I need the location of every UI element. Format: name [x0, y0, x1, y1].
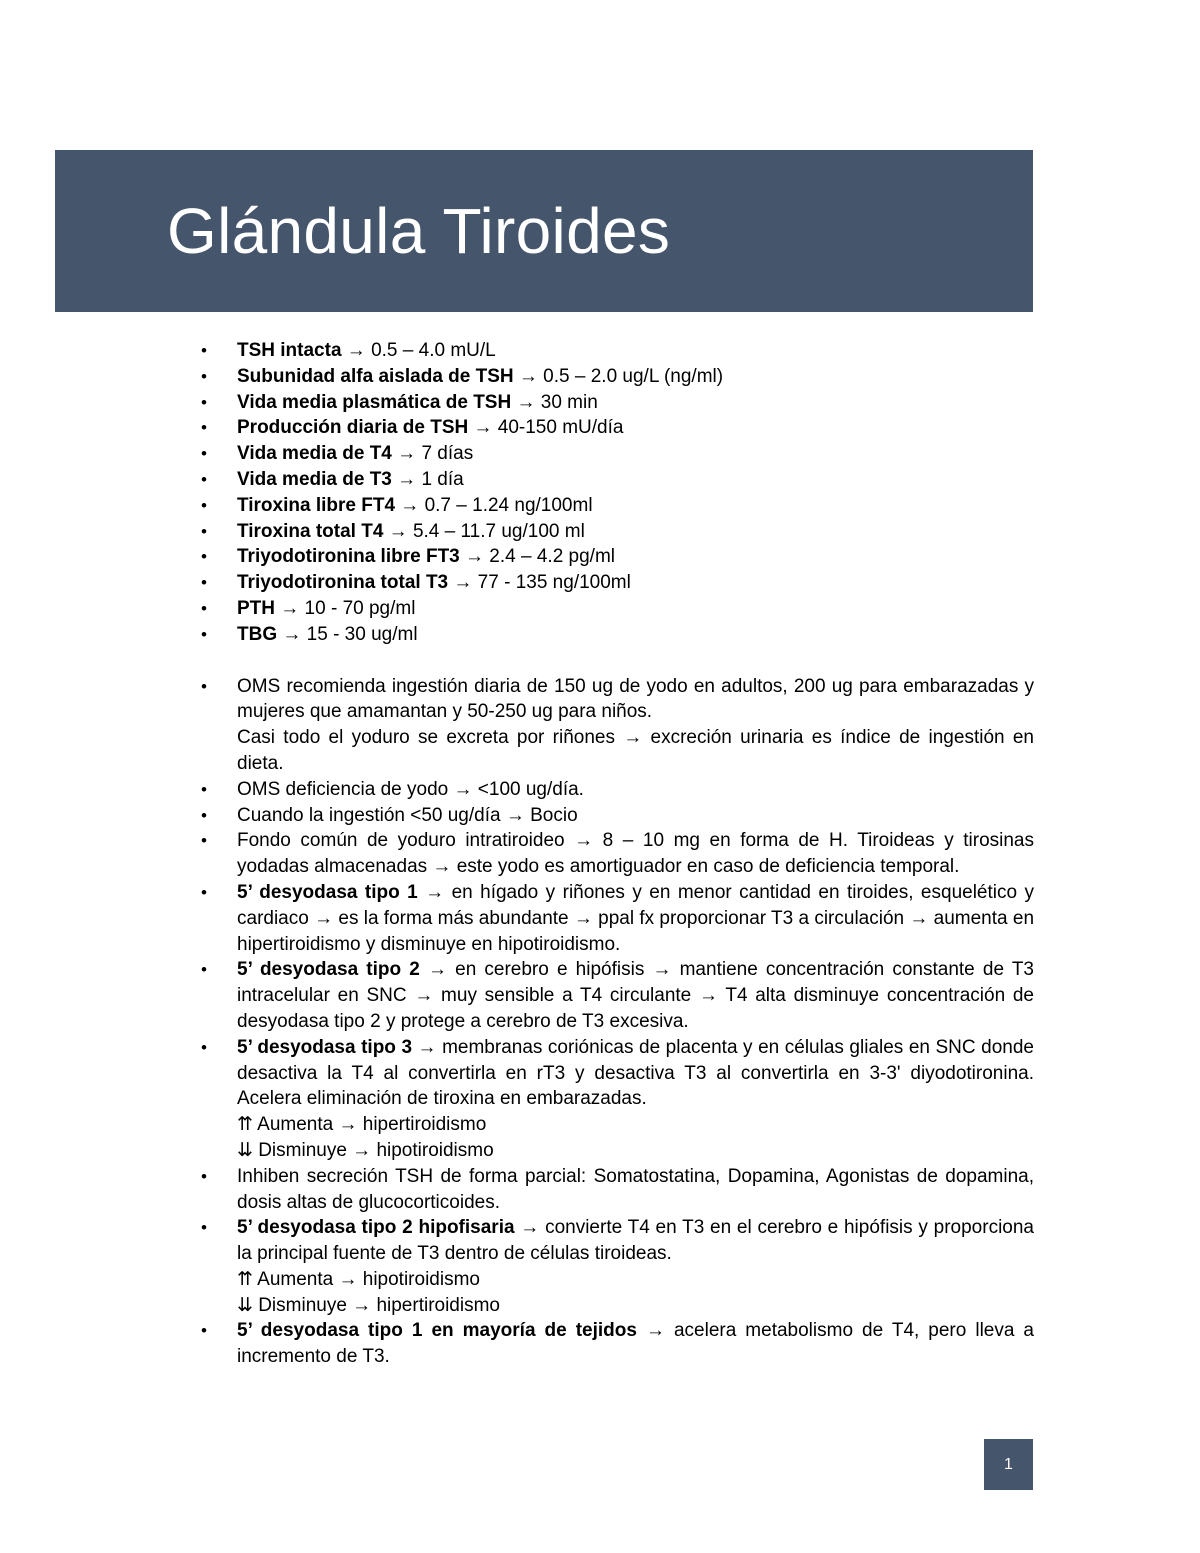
- note-term: 5’ desyodasa tipo 1: [237, 881, 418, 903]
- note-text: ⇊ Disminuye → hipotiroidismo: [237, 1139, 494, 1161]
- bullet-icon: •: [201, 341, 207, 360]
- list-item: [201, 441, 1034, 467]
- bullet-icon: •: [201, 805, 207, 825]
- list-item: [201, 674, 1034, 777]
- section-gap: [201, 648, 1034, 674]
- list-item: [201, 338, 1034, 364]
- bullet-icon: •: [201, 418, 207, 438]
- note-paragraph: [237, 1318, 1034, 1370]
- header-band: [55, 150, 1033, 312]
- list-item: [201, 570, 1034, 596]
- value: → 0.7 – 1.24 ng/100ml: [395, 494, 593, 516]
- term: TSH intacta: [237, 340, 342, 361]
- bullet-icon: •: [201, 1321, 207, 1341]
- note-term: 5’ desyodasa tipo 3: [237, 1036, 413, 1058]
- value: → 0.5 – 2.0 ug/L (ng/ml): [513, 365, 724, 387]
- value: → 5.4 – 11.7 ug/100 ml: [383, 520, 585, 542]
- bullet-icon: •: [201, 573, 207, 593]
- note-text: → membranas coriónicas de placenta y en células gliales en SNC donde desactiva la T4 al convertirla en rT3 y desactiva T3 al convertirla en 3-3' diyodotironina. Acelera eliminación de tiroxina en embarazadas.: [237, 1036, 1034, 1110]
- page-number: 1: [1004, 1455, 1013, 1473]
- list-item: [201, 957, 1034, 1034]
- list-item: [201, 1318, 1034, 1370]
- note-paragraph: [237, 880, 1034, 957]
- list-item: [201, 467, 1034, 493]
- bullet-icon: •: [201, 676, 207, 696]
- term: Producción diaria de TSH: [237, 417, 469, 439]
- list-item: [201, 596, 1034, 622]
- list-item: [201, 803, 1034, 829]
- term: Tiroxina total T4: [237, 520, 384, 542]
- note-text: Cuando la ingestión <50 ug/día → Bocio: [237, 804, 578, 826]
- list-item: [201, 415, 1034, 441]
- list-item: [201, 1035, 1034, 1164]
- term: Triyodotironina total T3: [237, 572, 449, 594]
- note-text: Casi todo el yoduro se excreta por riñones → excreción urinaria es índice de ingestión en dieta.: [237, 727, 1034, 774]
- note-text: Fondo común de yoduro intratiroideo → 8 – 10 mg en forma de H. Tiroideas y tirosinas yodadas almacenadas → este yodo es amortiguador en caso de deficiencia temporal.: [237, 830, 1034, 878]
- bullet-icon: •: [201, 779, 207, 799]
- bullet-icon: •: [201, 547, 207, 567]
- bullet-icon: •: [201, 469, 207, 489]
- note-text: OMS deficiencia de yodo → <100 ug/día.: [237, 778, 584, 800]
- note-text: → acelera metabolismo de T4, pero lleva a incremento de T3.: [237, 1320, 1034, 1368]
- term: Tiroxina libre FT4: [237, 494, 396, 516]
- bullet-icon: •: [201, 1037, 207, 1057]
- document-body: [201, 338, 1034, 1370]
- term: PTH: [237, 597, 275, 619]
- list-item: [201, 1164, 1034, 1216]
- list-item: [201, 519, 1034, 545]
- bullet-icon: •: [201, 1218, 207, 1238]
- bullet-icon: •: [201, 392, 207, 412]
- value: → 30 min: [511, 391, 598, 413]
- note-term: 5’ desyodasa tipo 2 hipofisaria: [237, 1217, 515, 1239]
- note-text: ⇊ Disminuye → hipertiroidismo: [237, 1294, 500, 1316]
- list-item: [201, 880, 1034, 957]
- value: → 0.5 – 4.0 mU/L: [341, 340, 496, 361]
- list-item: [201, 622, 1034, 648]
- term: Subunidad alfa aislada de TSH: [237, 365, 514, 387]
- value: → 77 - 135 ng/100ml: [448, 572, 631, 594]
- term: Triyodotironina libre FT3: [237, 546, 460, 568]
- note-text: → en cerebro e hipófisis → mantiene concentración constante de T3 intracelular en SNC → muy sensible a T4 circulante → T4 alta disminuye concentración de desyodasa tipo 2 y protege a cerebro de T3 excesiva.: [237, 959, 1034, 1032]
- note-term: 5’ desyodasa tipo 1 en mayoría de tejidos: [237, 1320, 637, 1342]
- note-paragraph: [237, 1035, 1034, 1112]
- note-text: ⇈ Aumenta → hipertiroidismo: [237, 1114, 487, 1136]
- term: Vida media de T4: [237, 443, 392, 465]
- bullet-icon: •: [201, 444, 207, 464]
- note-text: → convierte T4 en T3 en el cerebro e hipófisis y proporciona la principal fuente de T3 dentro de células tiroideas.: [237, 1217, 1035, 1265]
- list-item: [201, 493, 1034, 519]
- note-paragraph: [237, 957, 1034, 1034]
- page-number-badge: [984, 1439, 1033, 1490]
- bullet-icon: •: [201, 366, 207, 386]
- list-item: [201, 390, 1034, 416]
- notes-list: [201, 674, 1034, 1371]
- value: → 40-150 mU/día: [468, 417, 624, 439]
- list-item: [201, 364, 1034, 390]
- list-item: [201, 544, 1034, 570]
- value: → 7 días: [391, 443, 474, 465]
- value: → 2.4 – 4.2 pg/ml: [459, 546, 615, 568]
- note-paragraph: [237, 1215, 1034, 1267]
- note-text: Inhiben secreción TSH de forma parcial: Somatostatina, Dopamina, Agonistas de dopamina, dosis altas de glucocorticoides.: [237, 1165, 1034, 1213]
- term: TBG: [237, 623, 278, 645]
- list-item: [201, 828, 1034, 880]
- note-term: 5’ desyodasa tipo 2: [237, 959, 420, 981]
- value: → 10 - 70 pg/ml: [275, 597, 416, 619]
- term: Vida media de T3: [237, 468, 392, 490]
- bullet-icon: •: [201, 882, 207, 902]
- bullet-icon: •: [201, 495, 207, 515]
- list-item: [201, 1215, 1034, 1318]
- page-title: Glándula Tiroides: [167, 195, 671, 267]
- bullet-icon: •: [201, 624, 207, 644]
- note-text: → en hígado y riñones y en menor cantidad en tiroides, esquelético y cardiaco → es la forma más abundante → ppal fx proporcionar T3 a circulación → aumenta en hipertiroidismo y disminuye en hipotiroidismo.: [237, 881, 1035, 955]
- bullet-icon: •: [201, 960, 207, 980]
- note-text: ⇈ Aumenta → hipotiroidismo: [237, 1268, 480, 1290]
- reference-values-list: [201, 338, 1034, 648]
- value: → 1 día: [391, 468, 464, 490]
- value: → 15 - 30 ug/ml: [277, 623, 418, 645]
- bullet-icon: •: [201, 831, 207, 851]
- list-item: [201, 777, 1034, 803]
- bullet-icon: •: [201, 521, 207, 541]
- bullet-icon: •: [201, 598, 207, 618]
- term: Vida media plasmática de TSH: [237, 391, 512, 413]
- bullet-icon: •: [201, 1166, 207, 1186]
- note-text: OMS recomienda ingestión diaria de 150 ug de yodo en adultos, 200 ug para embarazadas y mujeres que amamantan y 50-250 ug para niños.: [237, 675, 1034, 723]
